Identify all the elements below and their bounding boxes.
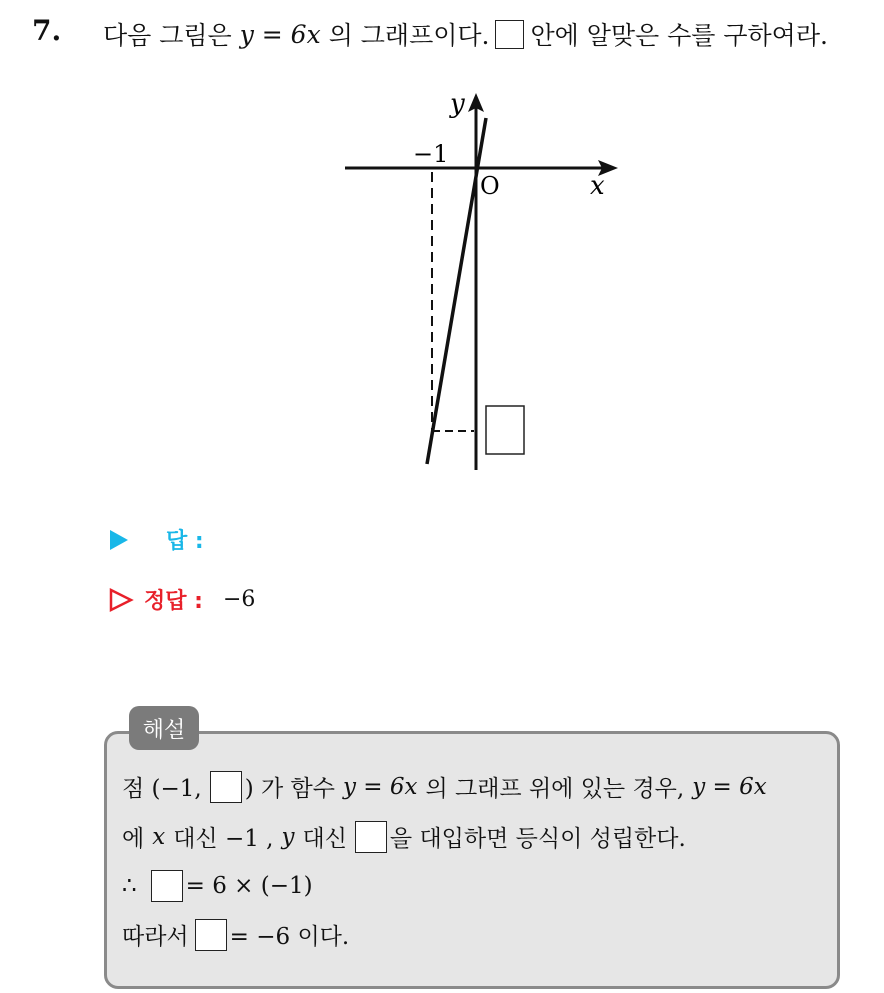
solution-blank-box	[355, 821, 387, 853]
question-number: 7.	[32, 14, 62, 47]
solution-line-4	[122, 918, 349, 951]
x-axis-label: x	[590, 171, 605, 201]
solution-text: = 6 × (−1)	[185, 873, 313, 899]
tick-label-minus-one: −1	[413, 140, 449, 168]
solution-blank-box	[195, 919, 227, 951]
solution-text: 에	[122, 826, 145, 852]
solution-text: 따라서	[122, 924, 189, 950]
solution-text: 점 (−1,	[122, 776, 202, 802]
solution-equation: y = 6x	[342, 773, 418, 800]
solution-variable: y	[281, 823, 295, 850]
solution-text: ) 가 함수	[244, 776, 335, 802]
correct-answer-row	[108, 584, 255, 615]
solution-tab: 해설	[129, 706, 199, 750]
question-text-after: 안에 알맞은 수를 구하여라.	[530, 21, 828, 50]
question-equation: y = 6x	[239, 19, 321, 49]
solution-line-1	[122, 770, 767, 803]
therefore-symbol: ∴	[122, 873, 137, 899]
solution-text: 대신 −1 ,	[173, 826, 274, 852]
answer-row	[108, 524, 204, 555]
solution-line-2	[122, 820, 686, 853]
answer-label: 답 :	[166, 529, 204, 554]
y-axis-label: y	[450, 90, 465, 119]
correct-answer-value: −6	[222, 587, 256, 612]
solution-blank-box	[151, 870, 183, 902]
outline-arrow-icon	[108, 587, 134, 613]
solution-text: = −6 이다.	[229, 924, 350, 950]
solution-line-3	[122, 870, 313, 902]
play-arrow-icon	[108, 528, 130, 552]
question-text-mid: 의 그래프이다.	[328, 21, 490, 50]
origin-label: O	[480, 172, 500, 200]
solution-equation: y = 6x	[692, 773, 767, 800]
question-text-before: 다음 그림은	[103, 21, 232, 50]
graph-figure	[340, 90, 630, 480]
answer-blank-box	[495, 20, 524, 49]
graph-answer-box	[486, 406, 524, 454]
solution-blank-box	[210, 771, 242, 803]
solution-text: 의 그래프 위에 있는 경우,	[425, 776, 685, 802]
solution-variable: x	[152, 823, 166, 850]
solution-text: 을 대입하면 등식이 성립한다.	[389, 826, 686, 852]
question-text	[103, 16, 828, 52]
correct-answer-label: 정답 :	[144, 589, 203, 614]
solution-text: 대신	[302, 826, 347, 852]
